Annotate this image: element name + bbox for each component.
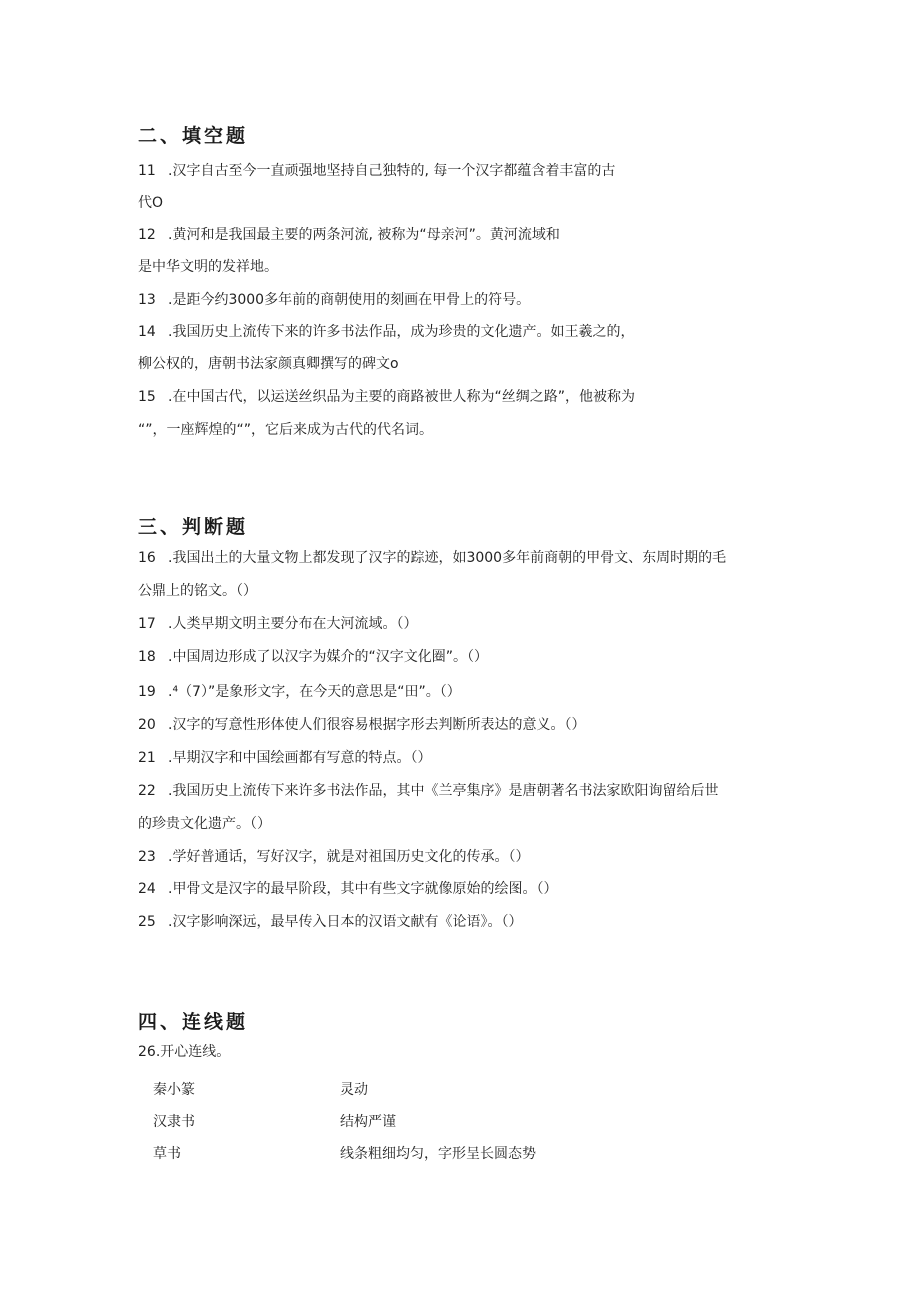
question-text: .我国历史上流传下来许多书法作品，其中《兰亭集序》是唐朝著名书法家欧阳询留给后世 xyxy=(168,783,719,799)
match-right-item: 结构严谨 xyxy=(340,1114,396,1130)
section-title-fill-in: 二、填空题 xyxy=(138,125,249,147)
question-number: 13 xyxy=(138,292,156,308)
question-18 xyxy=(138,647,488,667)
question-number: 17 xyxy=(138,616,156,632)
question-11-cont: 代O xyxy=(138,195,164,211)
question-number: 14 xyxy=(138,324,156,340)
question-number: 18 xyxy=(138,649,156,665)
section-title-matching: 四、连线题 xyxy=(138,1011,249,1033)
question-20 xyxy=(138,715,585,735)
question-text: .中国周边形成了以汉字为媒介的“汉字文化圈”。（） xyxy=(168,649,488,665)
question-number: 12 xyxy=(138,227,156,243)
question-text: .黄河和是我国最主要的两条河流, 被称为“母亲河”。黄河流域和 xyxy=(168,227,560,243)
question-number: 15 xyxy=(138,389,156,405)
question-text: .早期汉字和中国绘画都有写意的特点。（） xyxy=(168,750,432,766)
match-left-item: 秦小篆 xyxy=(153,1082,195,1098)
question-text: .汉字影响深远，最早传入日本的汉语文献有《论语》。（） xyxy=(168,914,523,930)
question-number: 11 xyxy=(138,163,156,179)
question-14-cont: 柳公权的，唐朝书法家颜真卿撰写的碑文o xyxy=(138,356,399,372)
question-number: 20 xyxy=(138,717,156,733)
match-right-item: 灵动 xyxy=(340,1082,368,1098)
question-24 xyxy=(138,879,557,899)
question-16-cont: 公鼎上的铭文。（） xyxy=(138,583,257,599)
question-number: 21 xyxy=(138,750,156,766)
question-number: 19 xyxy=(138,684,156,700)
question-text: .在中国古代，以运送丝织品为主要的商路被世人称为“丝绸之路”，他被称为 xyxy=(168,389,635,405)
question-21 xyxy=(138,748,431,768)
question-number: 25 xyxy=(138,914,156,930)
question-text: .我国历史上流传下来的许多书法作品，成为珍贵的文化遗产。如王羲之的， xyxy=(168,324,635,340)
question-text: .⁴（7）”是象形文字，在今天的意思是“田”。（） xyxy=(168,684,461,700)
question-19 xyxy=(138,682,461,702)
match-left-item: 草书 xyxy=(153,1146,181,1162)
question-text: .甲骨文是汉字的最早阶段，其中有些文字就像原始的绘图。（） xyxy=(168,881,558,897)
question-text: .是距今约3000多年前的商朝使用的刻画在甲骨上的符号。 xyxy=(168,292,531,308)
question-text: .我国出土的大量文物上都发现了汉字的踪迹，如3000多年前商朝的甲骨文、东周时期的毛 xyxy=(168,550,727,566)
question-number: 22 xyxy=(138,783,156,799)
section-title-true-false: 三、判断题 xyxy=(138,516,249,538)
question-22-cont: 的珍贵文化遗产。（） xyxy=(138,816,271,832)
question-text: .汉字自古至今一直顽强地坚持自己独特的, 每一个汉字都蕴含着丰富的古 xyxy=(168,163,616,179)
question-17 xyxy=(138,614,417,634)
question-text: .汉字的写意性形体使人们很容易根据字形去判断所表达的意义。（） xyxy=(168,717,586,733)
question-text: .人类早期文明主要分布在大河流域。（） xyxy=(168,616,418,632)
question-25 xyxy=(138,912,522,932)
question-text: .学好普通话，写好汉字，就是对祖国历史文化的传承。（） xyxy=(168,849,530,865)
match-right-item: 线条粗细均匀，字形呈长圆态势 xyxy=(340,1146,536,1162)
question-23 xyxy=(138,847,529,867)
match-left-item: 汉隶书 xyxy=(153,1114,195,1130)
question-22 xyxy=(138,781,718,801)
question-11 xyxy=(138,161,615,181)
question-12 xyxy=(138,225,560,245)
question-15-cont: “”，一座辉煌的“”，它后来成为古代的代名词。 xyxy=(138,422,434,438)
question-16 xyxy=(138,548,726,568)
question-13 xyxy=(138,290,530,310)
question-15 xyxy=(138,387,635,407)
question-12-cont: 是中华文明的发祥地。 xyxy=(138,259,278,275)
question-number: 16 xyxy=(138,550,156,566)
question-26: 26.开心连线。 xyxy=(138,1044,231,1060)
question-number: 24 xyxy=(138,881,156,897)
question-number: 23 xyxy=(138,849,156,865)
question-14 xyxy=(138,322,634,342)
